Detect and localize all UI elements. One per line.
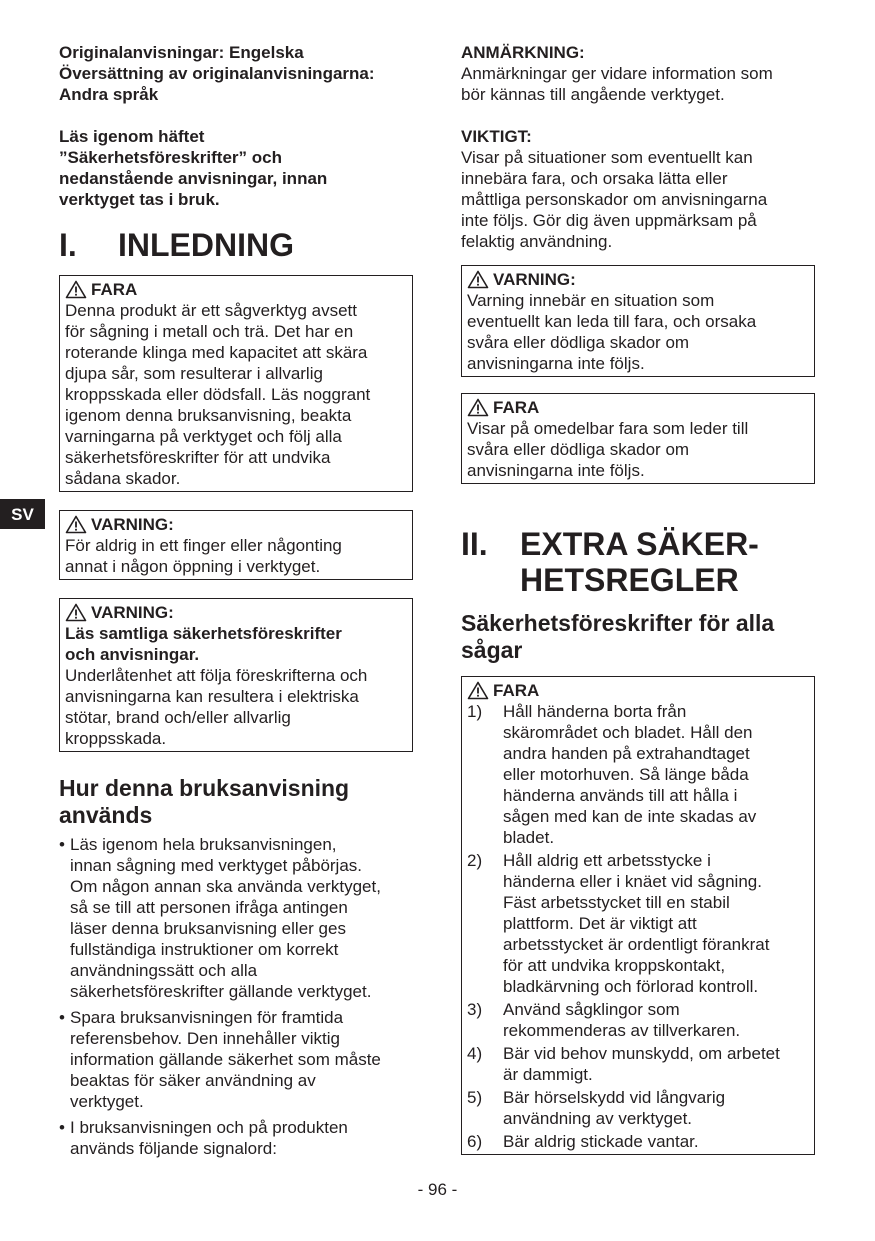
left-column: [59, 42, 413, 1164]
list-item: 1) Håll händerna borta från skärområdet och bladet. Håll den andra handen på extrahandtaget eller motorhuven. Så länge båda händerna används till att hålla i sågen med kan de inte skadas av bladet.: [467, 702, 757, 847]
list-item: 5) Bär hörselskydd vid långvarig användning av verktyget.: [467, 1088, 726, 1128]
list-item: 2) Håll aldrig ett arbetsstycke i händerna eller i knäet vid sågning. Fäst arbetsstycket till en stabil plattform. Det är viktigt att arbetsstycket är ordentligt förankrat för att undvika kroppskontakt, bladkärvning och förlorad kontroll.: [467, 851, 770, 996]
fara-saw-rules-box: FARA 1) Håll händerna borta från skärområdet och bladet. Håll den andra handen på extrahandtaget eller motorhuven. Så länge båda händerna används till att hålla i sågen med kan de inte skadas av bladet. 2) Håll aldrig ett arbetsstycke i händerna eller i knäet vid sågning. Fäst arbetsstycket till en stabil plattform. Det är viktigt att arbetsstycket är ordentligt förankrat för att undvika kroppskontakt, bladkärvning och förlorad kontroll. 3) Använd sågklingor som rekommenderas av tillverkaren. 4) Bär vid behov munskydd, om arbetet är dammigt. 5) Bär hörselskydd vid långvarig användning av verktyget. 6) Bär aldrig stickade vantar.: [461, 676, 815, 1155]
right-column: [461, 42, 815, 1155]
language-tab: SV: [0, 499, 45, 529]
varning-definition-box: VARNING: Varning innebär en situation som eventuellt kan leda till fara, och orsaka svåra eller dödliga skador om anvisningarna inte följs.: [461, 265, 815, 377]
warning-triangle-icon: [467, 270, 489, 289]
list-item: 4) Bär vid behov munskydd, om arbetet är dammigt.: [467, 1044, 780, 1084]
warning-triangle-icon: [65, 603, 87, 622]
section-heading-extra-sakerhetsregler: II. EXTRA SÄKER- HETSREGLER: [461, 526, 759, 598]
warning-triangle-icon: [65, 515, 87, 534]
list-item: • Spara bruksanvisningen för framtida referensbehov. Den innehåller viktig information gällande säkerhet som måste beaktas för säker användning av verktyget.: [59, 1008, 381, 1111]
varning-box-finger: VARNING: För aldrig in ett finger eller någonting annat i någon öppning i verktyget.: [59, 510, 413, 580]
warning-triangle-icon: [467, 398, 489, 417]
read-notice: Läs igenom häftet ”Säkerhetsföreskrifter” och nedanstående anvisningar, innan verktyget tas i bruk.: [59, 127, 328, 209]
fara-definition-box: FARA Visar på omedelbar fara som leder till svåra eller dödliga skador om anvisningarna inte följs.: [461, 393, 815, 484]
how-to-use-heading: Hur denna bruksanvisning används: [59, 775, 350, 828]
list-item: • I bruksanvisningen och på produkten används följande signalord:: [59, 1118, 348, 1158]
fara-box: FARA Denna produkt är ett sågverktyg avsett för sågning i metall och trä. Det har en roterande klinga med kapacitet att skära djupa sår, som resulterar i allvarlig kroppsskada eller dödsfall. Läs noggrant igenom denna bruksanvisning, beakta varningarna på verktyget och följ alla säkerhetsföreskrifter för att undvika sådana skador.: [59, 275, 413, 492]
anmarkning-section: ANMÄRKNING: Anmärkningar ger vidare information som bör kännas till angående verktyget.: [461, 43, 773, 104]
list-item: 6) Bär aldrig stickade vantar.: [467, 1132, 699, 1151]
varning-box-read-all: VARNING: Läs samtliga säkerhetsföreskrifter och anvisningar. Underlåtenhet att följa föreskrifterna och anvisningarna kan resultera i elektriska stötar, brand och/eller allvarlig kroppsskada.: [59, 598, 413, 752]
page-number: - 96 -: [417, 1180, 458, 1199]
list-item: • Läs igenom hela bruksanvisningen, innan sågning med verktyget påbörjas. Om någon annan ska använda verktyget, så se till att personen ifråga antingen läser denna bruksanvisning eller ges fullständiga instruktioner om korrekt användningssätt och alla säkerhetsföreskrifter gällande verktyget.: [59, 835, 381, 1001]
section-heading-inledning: I. INLEDNING: [59, 227, 294, 263]
list-item: 3) Använd sågklingor som rekommenderas av tillverkaren.: [467, 1000, 741, 1040]
warning-triangle-icon: [467, 681, 489, 700]
viktigt-section: VIKTIGT: Visar på situationer som eventuellt kan innebära fara, och orsaka lätta eller måttliga personskador om anvisningarna inte följs. Gör dig även uppmärksam på felaktig användning.: [461, 127, 768, 251]
saw-rules-list: [467, 701, 809, 1152]
original-instructions-note: Originalanvisningar: Engelska Översättning av originalanvisningarna: Andra språk: [59, 43, 375, 104]
warning-triangle-icon: [65, 280, 87, 299]
all-saws-heading: Säkerhetsföreskrifter för alla sågar: [461, 610, 775, 663]
how-to-use-list: [59, 834, 413, 1159]
